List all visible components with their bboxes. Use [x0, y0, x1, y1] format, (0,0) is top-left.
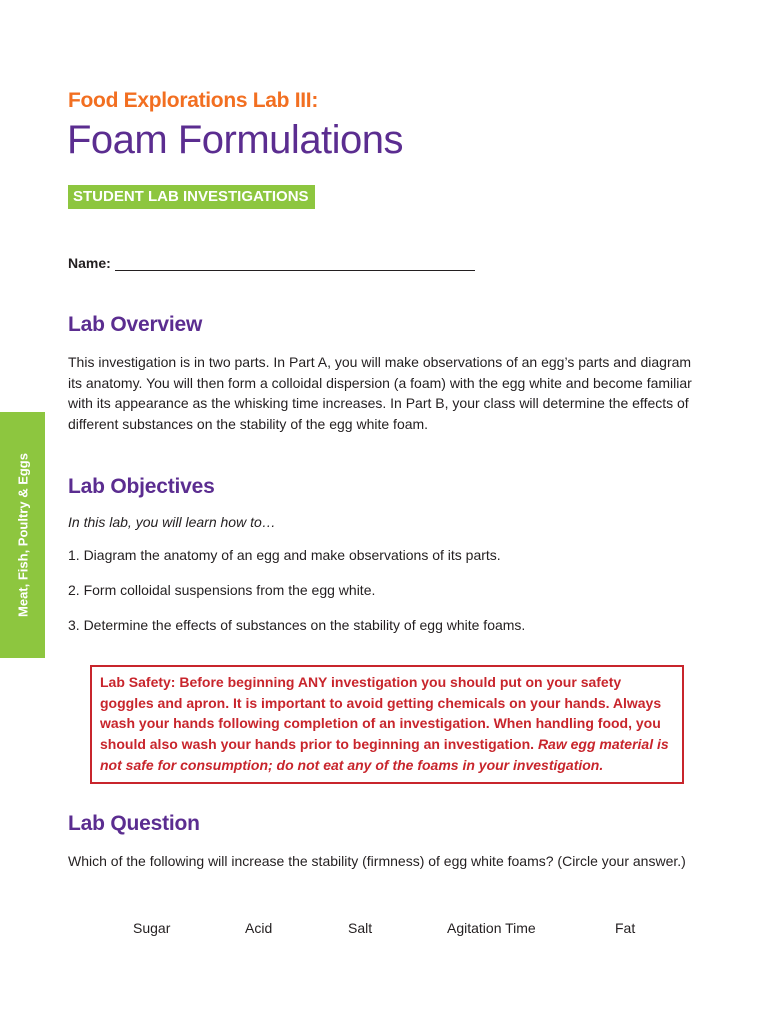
side-section-tab: [0, 412, 45, 658]
name-blank-line[interactable]: [115, 256, 475, 271]
lab-safety-box: [90, 665, 684, 784]
choice-salt[interactable]: Salt: [348, 920, 373, 936]
side-tab-label: Meat, Fish, Poultry & Eggs: [15, 453, 30, 617]
question-text: Which of the following will increase the stability (firmness) of egg white foams? (Circle your answer.): [68, 853, 686, 869]
choice-fat[interactable]: Fat: [615, 920, 636, 936]
name-label: Name:: [68, 255, 111, 271]
name-field: [68, 255, 475, 271]
safety-text: Lab Safety: Before beginning ANY investigation you should put on your safety goggles and apron. It is important to avoid getting chemicals on your hands. Always wash your hands following completion of an investigation. When handling food, you should also wash your hands prior to beginning an investigation.: [100, 674, 662, 753]
objective-item-3: 3. Determine the effects of substances on the stability of egg white foams.: [68, 617, 526, 633]
question-heading: Lab Question: [68, 812, 200, 835]
overview-heading: Lab Overview: [68, 313, 203, 336]
lab-subtitle: Food Explorations Lab III:: [68, 89, 319, 112]
section-badge: STUDENT LAB INVESTIGATIONS: [68, 185, 315, 209]
objectives-intro: In this lab, you will learn how to…: [68, 514, 276, 530]
choice-sugar[interactable]: Sugar: [133, 920, 171, 936]
objective-item-2: 2. Form colloidal suspensions from the egg white.: [68, 582, 376, 598]
objectives-heading: Lab Objectives: [68, 475, 215, 498]
safety-warning-italic: Raw egg material is not safe for consumption; do not eat any of the foams in your investigation.: [100, 736, 669, 773]
page-title: Foam Formulations: [67, 118, 404, 162]
overview-text: This investigation is in two parts. In Part A, you will make observations of an egg’s parts and diagram its anatomy. You will then form a colloidal dispersion (a foam) with the egg white and become familiar with its appearance as the whisking time increases. In Part B, your class will determine the effects of different substances on the stability of the egg white foam.: [68, 354, 692, 432]
objective-item-1: 1. Diagram the anatomy of an egg and make observations of its parts.: [68, 547, 501, 563]
choice-agitation-time[interactable]: Agitation Time: [447, 920, 536, 936]
choice-acid[interactable]: Acid: [245, 920, 273, 936]
